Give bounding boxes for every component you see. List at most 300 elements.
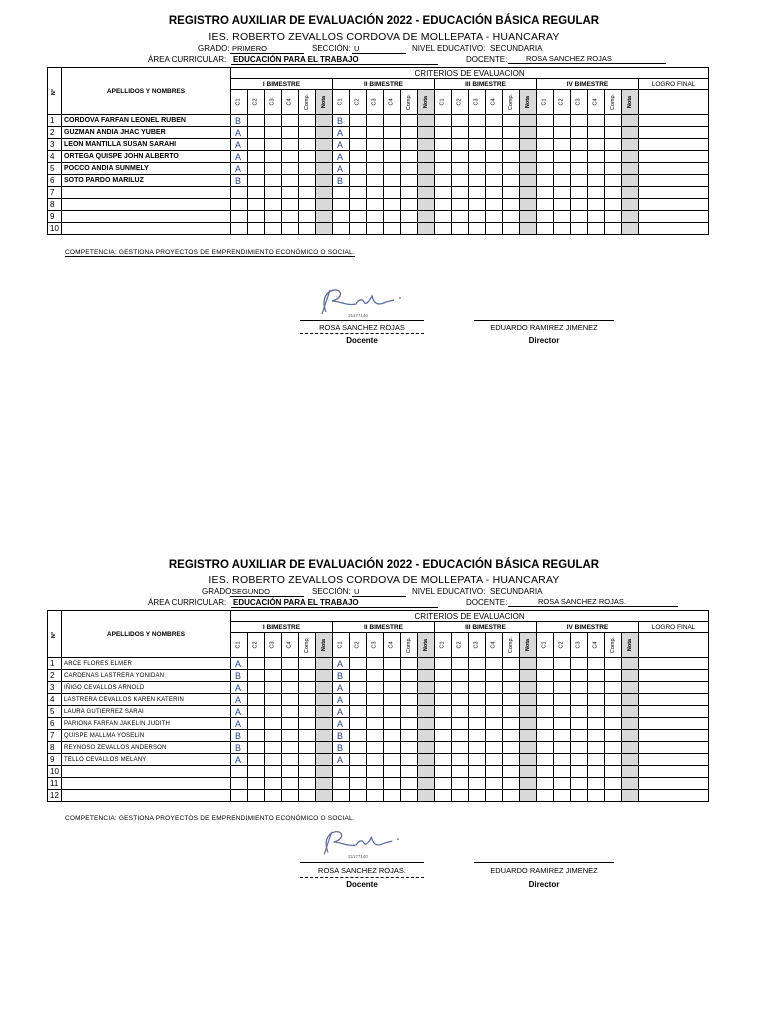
grade-c1-bimestre-2: A bbox=[333, 127, 350, 139]
grade-cell bbox=[537, 187, 554, 199]
subcol-c3: C3 bbox=[571, 633, 588, 658]
bimestre-3-header: III BIMESTRE bbox=[435, 79, 537, 90]
grade-cell bbox=[367, 730, 384, 742]
grade-cell bbox=[299, 682, 316, 694]
grade-cell bbox=[265, 211, 282, 223]
bimestre-4-header: IV BIMESTRE bbox=[537, 79, 639, 90]
grade-cell bbox=[486, 151, 503, 163]
grade-cell bbox=[537, 127, 554, 139]
grade-cell bbox=[299, 694, 316, 706]
grade-cell bbox=[418, 682, 435, 694]
criteria-header: CRITERIOS DE EVALUACION bbox=[231, 611, 709, 622]
grade-cell bbox=[350, 163, 367, 175]
grade-cell bbox=[435, 670, 452, 682]
grade-cell bbox=[520, 211, 537, 223]
grade-cell bbox=[265, 163, 282, 175]
grade-cell bbox=[384, 223, 401, 235]
grade-cell bbox=[486, 199, 503, 211]
subcol-c4: C4 bbox=[588, 633, 605, 658]
grade-cell bbox=[367, 151, 384, 163]
grade-c1-bimestre-1: A bbox=[231, 754, 248, 766]
docente-label: DOCENTE: bbox=[466, 598, 508, 607]
subcol-c1: C1 bbox=[333, 90, 350, 115]
grade-cell bbox=[571, 766, 588, 778]
grade-cell bbox=[435, 718, 452, 730]
grade-cell bbox=[248, 706, 265, 718]
name-header: APELLIDOS Y NOMBRES bbox=[62, 68, 231, 115]
docente-role: Docente bbox=[346, 880, 378, 889]
grade-cell bbox=[367, 187, 384, 199]
row-number: 7 bbox=[48, 187, 62, 199]
grade-cell bbox=[435, 658, 452, 670]
grade-cell bbox=[537, 754, 554, 766]
grade-cell bbox=[554, 694, 571, 706]
grade-c1-bimestre-2: A bbox=[333, 706, 350, 718]
nivel-value: SECUNDARIA bbox=[490, 44, 543, 53]
signature-number: 31177140 bbox=[348, 313, 368, 318]
subcol-nota: Nota bbox=[520, 90, 537, 115]
grade-cell bbox=[554, 670, 571, 682]
subcol-c3: C3 bbox=[469, 90, 486, 115]
docente-signature-name: ROSA SANCHEZ ROJAS bbox=[319, 323, 405, 332]
grade-cell bbox=[486, 115, 503, 127]
grade-cell bbox=[350, 139, 367, 151]
docente-signature-line bbox=[300, 320, 424, 321]
grade-cell bbox=[588, 211, 605, 223]
grade-cell bbox=[503, 790, 520, 802]
grade-cell bbox=[520, 778, 537, 790]
grade-cell bbox=[622, 223, 639, 235]
grade-cell bbox=[588, 670, 605, 682]
student-name bbox=[62, 211, 231, 223]
grade-cell bbox=[418, 790, 435, 802]
subcol-c3: C3 bbox=[571, 90, 588, 115]
grade-cell bbox=[554, 730, 571, 742]
grade-cell bbox=[316, 139, 333, 151]
grade-cell bbox=[384, 778, 401, 790]
grade-cell bbox=[503, 754, 520, 766]
grade-cell bbox=[384, 187, 401, 199]
grado-label: GRADO: bbox=[198, 44, 230, 53]
bimestre-2-header: II BIMESTRE bbox=[333, 79, 435, 90]
row-number: 12 bbox=[48, 790, 62, 802]
grade-cell bbox=[452, 694, 469, 706]
grade-cell bbox=[418, 730, 435, 742]
grade-cell bbox=[537, 718, 554, 730]
grade-cell bbox=[469, 187, 486, 199]
grade-cell bbox=[350, 670, 367, 682]
num-header: N° bbox=[48, 611, 62, 658]
grade-cell bbox=[554, 211, 571, 223]
grade-cell bbox=[452, 718, 469, 730]
logro-final-cell bbox=[639, 754, 709, 766]
grade-cell bbox=[316, 199, 333, 211]
table-row bbox=[48, 790, 709, 802]
logro-final-cell bbox=[639, 223, 709, 235]
grade-cell bbox=[588, 199, 605, 211]
logro-final-cell bbox=[639, 790, 709, 802]
grade-c1-bimestre-1: A bbox=[231, 682, 248, 694]
grade-cell bbox=[367, 742, 384, 754]
grade-cell bbox=[571, 211, 588, 223]
grade-c1-bimestre-2 bbox=[333, 223, 350, 235]
grade-cell bbox=[367, 754, 384, 766]
grade-cell bbox=[401, 658, 418, 670]
grade-cell bbox=[299, 199, 316, 211]
row-number: 10 bbox=[48, 223, 62, 235]
subcol-c4: C4 bbox=[486, 90, 503, 115]
grade-cell bbox=[299, 658, 316, 670]
grade-cell bbox=[520, 175, 537, 187]
grade-cell bbox=[588, 139, 605, 151]
grade-cell bbox=[384, 658, 401, 670]
grade-cell bbox=[452, 778, 469, 790]
grade-cell bbox=[316, 163, 333, 175]
grade-cell bbox=[401, 670, 418, 682]
logro-final-cell bbox=[639, 742, 709, 754]
grade-cell bbox=[622, 211, 639, 223]
grade-cell bbox=[554, 163, 571, 175]
grade-cell bbox=[350, 766, 367, 778]
grade-cell bbox=[554, 754, 571, 766]
grade-c1-bimestre-1: A bbox=[231, 139, 248, 151]
grade-cell bbox=[282, 754, 299, 766]
grade-cell bbox=[282, 742, 299, 754]
grade-cell bbox=[418, 187, 435, 199]
grade-cell bbox=[384, 718, 401, 730]
grade-cell bbox=[622, 151, 639, 163]
grade-cell bbox=[605, 211, 622, 223]
grade-cell bbox=[452, 151, 469, 163]
row-number: 5 bbox=[48, 706, 62, 718]
subcol-comp: Comp. bbox=[503, 633, 520, 658]
grade-cell bbox=[520, 718, 537, 730]
director-signature-name: EDUARDO RAMIREZ JIMENEZ bbox=[490, 866, 598, 875]
subcol-nota: Nota bbox=[418, 90, 435, 115]
grade-cell bbox=[401, 139, 418, 151]
grade-cell bbox=[486, 127, 503, 139]
grade-cell bbox=[248, 766, 265, 778]
grade-cell bbox=[282, 694, 299, 706]
docente-signature-name: ROSA SANCHEZ ROJAS. bbox=[318, 866, 406, 875]
grade-cell bbox=[571, 754, 588, 766]
grade-cell bbox=[367, 766, 384, 778]
grade-cell bbox=[282, 766, 299, 778]
grade-c1-bimestre-1: A bbox=[231, 127, 248, 139]
grade-cell bbox=[588, 187, 605, 199]
student-name: TELLO CEVALLOS MELANY bbox=[62, 754, 231, 766]
grade-cell bbox=[554, 115, 571, 127]
grade-cell bbox=[520, 706, 537, 718]
grade-cell bbox=[537, 766, 554, 778]
logro-final-cell bbox=[639, 670, 709, 682]
grade-cell bbox=[401, 766, 418, 778]
grade-cell bbox=[265, 670, 282, 682]
grade-cell bbox=[605, 127, 622, 139]
grade-c1-bimestre-2: A bbox=[333, 694, 350, 706]
director-signature-line bbox=[474, 862, 614, 863]
grade-cell bbox=[282, 658, 299, 670]
grade-cell bbox=[367, 778, 384, 790]
grade-cell bbox=[503, 694, 520, 706]
grade-cell bbox=[571, 778, 588, 790]
grade-cell bbox=[418, 127, 435, 139]
grade-cell bbox=[554, 139, 571, 151]
grade-cell bbox=[350, 778, 367, 790]
seccion-value: U bbox=[352, 44, 406, 54]
grade-cell bbox=[316, 766, 333, 778]
grade-c1-bimestre-1 bbox=[231, 778, 248, 790]
grade-c1-bimestre-2 bbox=[333, 766, 350, 778]
subcol-comp: Comp. bbox=[299, 633, 316, 658]
grade-cell bbox=[401, 682, 418, 694]
school-name: IES. ROBERTO ZEVALLOS CORDOVA DE MOLLEPATA - HUANCARAY bbox=[208, 574, 560, 586]
grade-cell bbox=[503, 223, 520, 235]
grade-cell bbox=[350, 706, 367, 718]
logro-final-cell bbox=[639, 682, 709, 694]
grade-cell bbox=[435, 151, 452, 163]
grade-cell bbox=[469, 706, 486, 718]
grade-c1-bimestre-1: A bbox=[231, 658, 248, 670]
grade-cell bbox=[503, 742, 520, 754]
grade-cell bbox=[588, 694, 605, 706]
grade-cell bbox=[316, 730, 333, 742]
grade-cell bbox=[486, 742, 503, 754]
student-name: PARIONA FARFAN JAKELIN JUDITH bbox=[62, 718, 231, 730]
grade-cell bbox=[435, 139, 452, 151]
grade-cell bbox=[401, 175, 418, 187]
grade-cell bbox=[248, 730, 265, 742]
grade-cell bbox=[605, 766, 622, 778]
grade-cell bbox=[469, 139, 486, 151]
grade-c1-bimestre-2: B bbox=[333, 115, 350, 127]
grade-cell bbox=[248, 115, 265, 127]
grade-cell bbox=[367, 199, 384, 211]
grade-cell bbox=[367, 175, 384, 187]
row-number: 8 bbox=[48, 742, 62, 754]
grado-label: GRADO: bbox=[202, 587, 234, 596]
row-number: 7 bbox=[48, 730, 62, 742]
grade-cell bbox=[520, 151, 537, 163]
criteria-header: CRITERIOS DE EVALUACION bbox=[231, 68, 709, 79]
grade-c1-bimestre-2 bbox=[333, 211, 350, 223]
grade-cell bbox=[503, 163, 520, 175]
grade-cell bbox=[401, 223, 418, 235]
subcol-c3: C3 bbox=[265, 633, 282, 658]
grade-cell bbox=[537, 658, 554, 670]
logro-final-header: LOGRO FINAL bbox=[639, 79, 709, 90]
grade-cell bbox=[588, 682, 605, 694]
grade-cell bbox=[503, 718, 520, 730]
grade-cell bbox=[248, 151, 265, 163]
grade-cell bbox=[520, 199, 537, 211]
grade-cell bbox=[282, 187, 299, 199]
grade-cell bbox=[316, 670, 333, 682]
grade-cell bbox=[367, 670, 384, 682]
subcol-c2: C2 bbox=[248, 633, 265, 658]
grade-c1-bimestre-2: A bbox=[333, 754, 350, 766]
grade-cell bbox=[248, 694, 265, 706]
grade-cell bbox=[282, 682, 299, 694]
student-name: LAURA GUTIERREZ SARAI bbox=[62, 706, 231, 718]
subcol-comp: Comp. bbox=[401, 90, 418, 115]
grade-cell bbox=[316, 151, 333, 163]
grade-cell bbox=[588, 223, 605, 235]
grade-cell bbox=[537, 790, 554, 802]
grade-cell bbox=[469, 694, 486, 706]
grade-cell bbox=[384, 694, 401, 706]
student-rows bbox=[48, 658, 709, 802]
grade-cell bbox=[588, 115, 605, 127]
grade-cell bbox=[248, 127, 265, 139]
grade-cell bbox=[384, 670, 401, 682]
grade-cell bbox=[299, 706, 316, 718]
grade-cell bbox=[299, 127, 316, 139]
grade-cell bbox=[503, 778, 520, 790]
grade-cell bbox=[605, 658, 622, 670]
grade-cell bbox=[622, 730, 639, 742]
evaluation-table bbox=[47, 67, 709, 235]
grade-c1-bimestre-2: A bbox=[333, 658, 350, 670]
table-row bbox=[48, 163, 709, 175]
nivel-value: SECUNDARIA bbox=[490, 587, 543, 596]
grade-cell bbox=[452, 139, 469, 151]
grade-cell bbox=[520, 670, 537, 682]
grade-cell bbox=[401, 199, 418, 211]
grade-cell bbox=[622, 127, 639, 139]
grade-cell bbox=[588, 718, 605, 730]
logro-final-cell bbox=[639, 211, 709, 223]
grade-cell bbox=[418, 151, 435, 163]
grade-cell bbox=[503, 151, 520, 163]
area-label: ÁREA CURRICULAR: bbox=[148, 55, 227, 64]
grade-cell bbox=[316, 718, 333, 730]
grade-cell bbox=[265, 199, 282, 211]
grade-cell bbox=[554, 223, 571, 235]
grade-cell bbox=[486, 187, 503, 199]
area-value: EDUCACIÓN PARA EL TRABAJO bbox=[231, 55, 438, 65]
grade-cell bbox=[469, 778, 486, 790]
grade-cell bbox=[384, 754, 401, 766]
grade-cell bbox=[486, 211, 503, 223]
grade-cell bbox=[265, 694, 282, 706]
grade-cell bbox=[486, 223, 503, 235]
grade-cell bbox=[452, 706, 469, 718]
row-number: 4 bbox=[48, 694, 62, 706]
grade-cell bbox=[401, 127, 418, 139]
grade-cell bbox=[265, 187, 282, 199]
grade-cell bbox=[588, 151, 605, 163]
grade-cell bbox=[588, 778, 605, 790]
grade-c1-bimestre-1 bbox=[231, 187, 248, 199]
grade-cell bbox=[452, 187, 469, 199]
row-number: 9 bbox=[48, 754, 62, 766]
grado-value: SEGUNDO bbox=[230, 587, 304, 597]
grade-cell bbox=[554, 658, 571, 670]
grade-cell bbox=[299, 790, 316, 802]
grade-cell bbox=[520, 790, 537, 802]
grade-cell bbox=[401, 790, 418, 802]
docente-dashed-line bbox=[300, 877, 424, 878]
bimestre-3-header: III BIMESTRE bbox=[435, 622, 537, 633]
grade-cell bbox=[265, 754, 282, 766]
subcol-comp: Comp. bbox=[605, 90, 622, 115]
grade-cell bbox=[282, 670, 299, 682]
grade-cell bbox=[316, 790, 333, 802]
grade-cell bbox=[367, 718, 384, 730]
grade-cell bbox=[486, 706, 503, 718]
logro-final-cell bbox=[639, 730, 709, 742]
grade-cell bbox=[418, 223, 435, 235]
grade-cell bbox=[537, 670, 554, 682]
grade-cell bbox=[367, 139, 384, 151]
grade-cell bbox=[282, 790, 299, 802]
subcol-c1: C1 bbox=[435, 633, 452, 658]
grade-cell bbox=[571, 163, 588, 175]
grade-cell bbox=[248, 223, 265, 235]
subcol-c2: C2 bbox=[350, 633, 367, 658]
grade-cell bbox=[605, 778, 622, 790]
grade-cell bbox=[418, 766, 435, 778]
grade-cell bbox=[435, 766, 452, 778]
logro-final-cell bbox=[639, 199, 709, 211]
grade-cell bbox=[452, 211, 469, 223]
grade-cell bbox=[469, 742, 486, 754]
subcol-c1: C1 bbox=[537, 633, 554, 658]
grade-cell bbox=[520, 754, 537, 766]
table-row bbox=[48, 199, 709, 211]
grade-cell bbox=[367, 706, 384, 718]
grade-cell bbox=[282, 718, 299, 730]
grade-cell bbox=[486, 175, 503, 187]
grade-cell bbox=[588, 658, 605, 670]
subcol-nota: Nota bbox=[622, 90, 639, 115]
grade-cell bbox=[554, 175, 571, 187]
grade-cell bbox=[452, 658, 469, 670]
grade-cell bbox=[622, 742, 639, 754]
grade-cell bbox=[571, 127, 588, 139]
grade-cell bbox=[418, 139, 435, 151]
grade-cell bbox=[418, 754, 435, 766]
grade-cell bbox=[282, 127, 299, 139]
grade-cell bbox=[316, 754, 333, 766]
grade-cell bbox=[350, 127, 367, 139]
grade-cell bbox=[367, 127, 384, 139]
grade-cell bbox=[316, 694, 333, 706]
subcol-c4: C4 bbox=[384, 90, 401, 115]
grade-cell bbox=[537, 175, 554, 187]
student-name bbox=[62, 778, 231, 790]
grade-cell bbox=[299, 718, 316, 730]
grade-cell bbox=[316, 115, 333, 127]
grade-cell bbox=[622, 778, 639, 790]
grade-cell bbox=[537, 211, 554, 223]
grade-cell bbox=[384, 151, 401, 163]
grade-cell bbox=[367, 115, 384, 127]
grade-cell bbox=[401, 742, 418, 754]
logro-final-cell bbox=[639, 127, 709, 139]
grade-cell bbox=[248, 175, 265, 187]
grade-cell bbox=[384, 175, 401, 187]
sheet-title: REGISTRO AUXILIAR DE EVALUACIÓN 2022 - EDUCACIÓN BÁSICA REGULAR bbox=[168, 559, 600, 571]
row-number: 9 bbox=[48, 211, 62, 223]
grade-cell bbox=[503, 199, 520, 211]
grade-cell bbox=[605, 223, 622, 235]
subcol-comp: Comp. bbox=[401, 633, 418, 658]
grade-cell bbox=[520, 742, 537, 754]
grade-cell bbox=[248, 139, 265, 151]
grade-cell bbox=[282, 706, 299, 718]
